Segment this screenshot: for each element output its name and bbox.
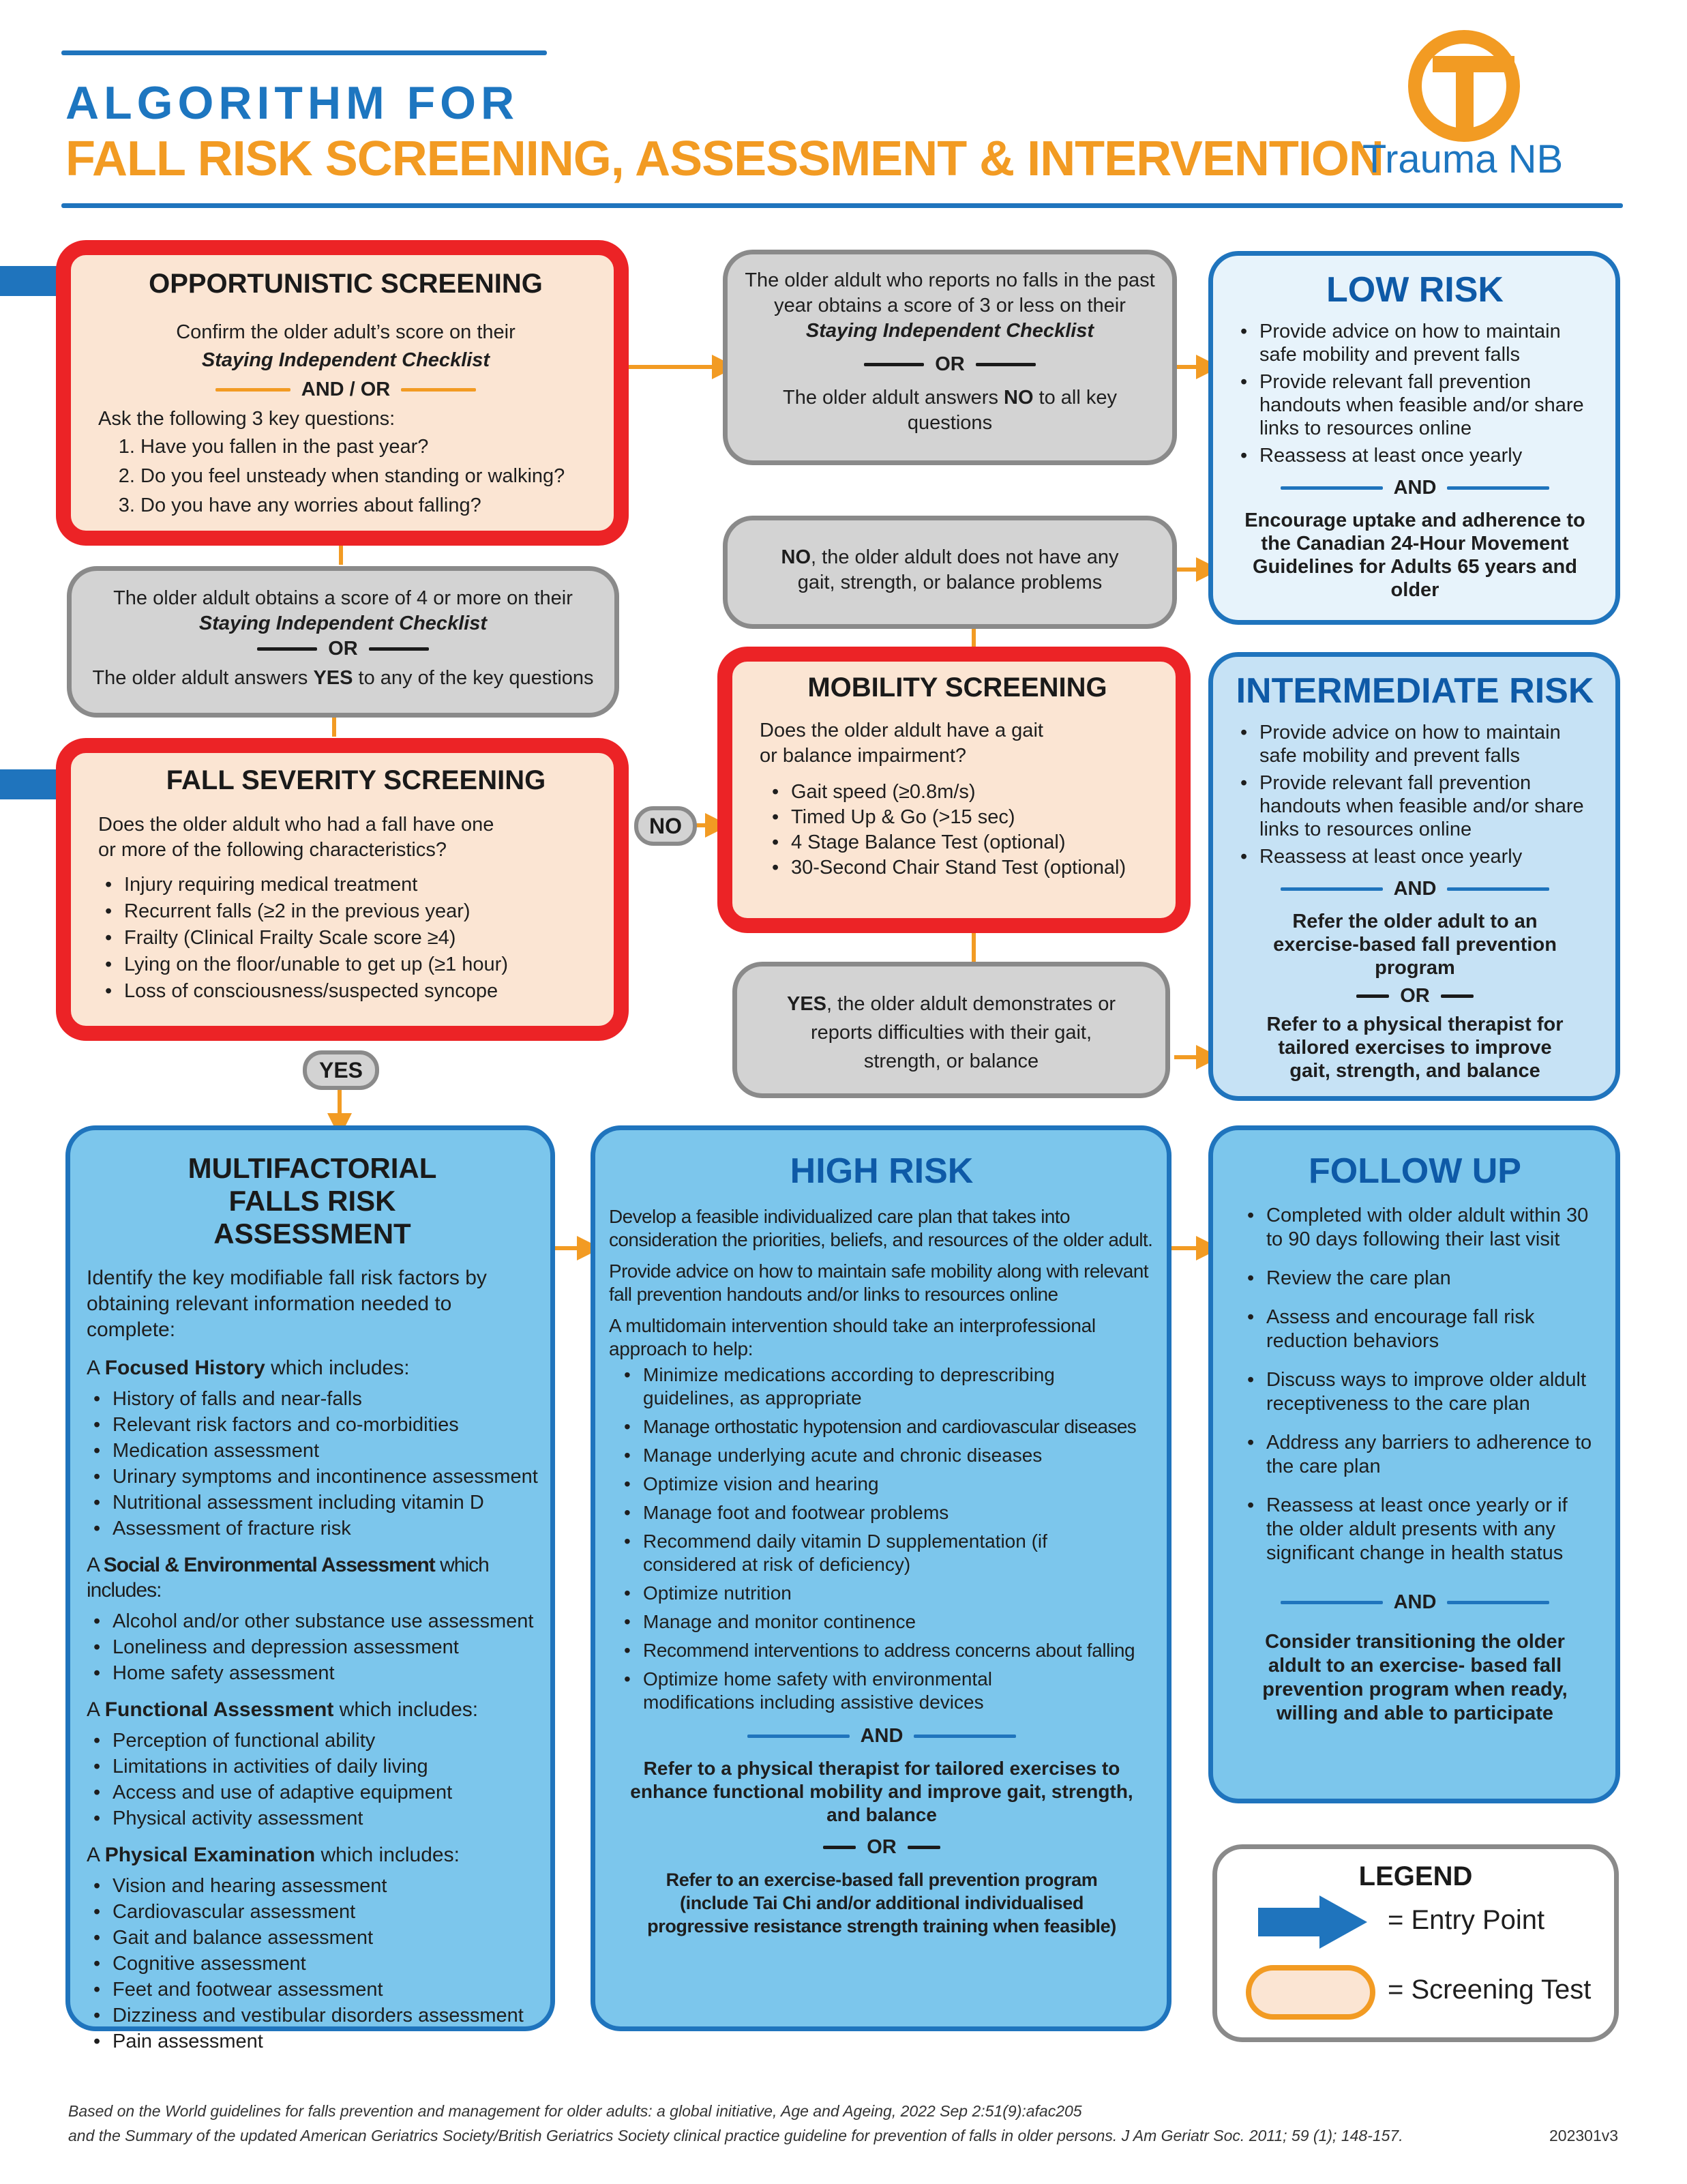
assessment-item: • Alcohol and/or other substance use assessment (87, 1608, 538, 1634)
follow-up-item: • Reassess at least once yearly or if the older aldult presents with any significant change in health status (1240, 1494, 1599, 1565)
severity-title: FALL SEVERITY SCREENING (166, 765, 546, 795)
high-risk-title: HIGH RISK (790, 1151, 974, 1191)
assessment-item: • Pain assessment (87, 2028, 538, 2054)
high-risk-or-separator (609, 1835, 1154, 1860)
focused-history-list (87, 1386, 538, 1541)
no-pill: NO (634, 806, 697, 846)
low-risk-item: • Reassess at least once yearly (1234, 444, 1596, 467)
nofalls-or: OR (935, 353, 965, 375)
opportunistic-confirm: Confirm the older adult’s score on their (176, 321, 516, 343)
intermediate-or: OR (1400, 985, 1430, 1007)
section-pre: A (87, 1844, 105, 1866)
high-risk-or: OR (867, 1836, 897, 1858)
intermediate-risk-item: • Reassess at least once yearly (1234, 845, 1596, 868)
social-environmental-heading (87, 1552, 538, 1603)
opportunistic-checklist: Staying Independent Checklist (201, 349, 490, 371)
title-line-2: FALL RISK SCREENING, ASSESSMENT & INTERVENTION (65, 132, 1384, 186)
footer-version: 202301v3 (1549, 2127, 1619, 2144)
follow-up-item: • Assess and encourage fall risk reduction behaviors (1240, 1305, 1553, 1353)
logo-text: Trauma NB (1362, 137, 1564, 181)
severity-intro: Does the older aldult who had a fall have one or more of the following characteristics? (98, 814, 494, 861)
mobility-test: • Timed Up & Go (>15 sec) (765, 805, 1155, 830)
low-risk-title: LOW RISK (1326, 270, 1504, 310)
assessment-item: • Medication assessment (87, 1438, 538, 1464)
high-risk-care-plan: Develop a feasible individualized care plan that takes into consideration the priorities, beliefs, and resources of the older adult. (609, 1206, 1153, 1250)
mobility-intro: Does the older aldult have a gait or balance impairment? (760, 720, 1043, 767)
yes-difficulties-box (732, 962, 1170, 1098)
score4-or: OR (328, 638, 358, 660)
section-post: which includes: (315, 1844, 460, 1866)
separator-line (864, 363, 924, 366)
opportunistic-andor-separator (98, 377, 593, 402)
separator-line (747, 1735, 850, 1738)
section-title: Social & Environmental Assessment (103, 1554, 435, 1576)
follow-up-and-separator (1231, 1590, 1599, 1615)
intermediate-risk-box (1208, 652, 1620, 1101)
intervention-item: • Optimize home safety with environmental modifications including assistive devices (617, 1668, 1052, 1714)
intermediate-refer-therapist: Refer to a physical therapist for tailored exercises to improve gait, strength, and balance (1266, 1014, 1564, 1082)
separator-line (908, 1846, 940, 1849)
intervention-item: • Minimize medications according to deprescribing guidelines, as appropriate (617, 1363, 1093, 1410)
nofalls-line3-pre: The older aldult answers (783, 387, 1004, 409)
yesdiff-body: , the older aldult demonstrates or reports difficulties with their gait, strength, or balance (810, 993, 1116, 1072)
mobility-test: • 4 Stage Balance Test (optional) (765, 830, 1155, 855)
assessment-item: • Gait and balance assessment (87, 1925, 538, 1951)
separator-line (1356, 994, 1389, 998)
intervention-item: • Manage foot and footwear problems (617, 1501, 1154, 1524)
title-line-1: ALGORITHM FOR (65, 77, 520, 129)
nofalls-no: NO (1004, 387, 1034, 409)
low-risk-and: AND (1393, 477, 1437, 499)
social-environmental-list (87, 1608, 538, 1686)
high-risk-refer-therapist: Refer to a physical therapist for tailored exercises to enhance functional mobility and improve gait, strength, and balance (630, 1758, 1133, 1825)
section-pre: A (87, 1698, 105, 1721)
separator-line (976, 363, 1036, 366)
severity-characteristics-list (98, 872, 593, 1004)
multifactorial-assessment-box (65, 1125, 555, 2052)
intermediate-and: AND (1393, 878, 1437, 900)
assessment-item: • Physical activity assessment (87, 1805, 538, 1831)
separator-line (823, 1846, 856, 1849)
separator-line (1281, 486, 1383, 490)
separator-line (914, 1735, 1016, 1738)
score4-yes: YES (313, 667, 353, 689)
nofalls-checklist: Staying Independent Checklist (805, 320, 1094, 342)
nofalls-line1 (740, 268, 1160, 344)
key-question: 1. Have you fallen in the past year? (140, 434, 593, 460)
yes-pill: YES (303, 1050, 379, 1090)
score4-line3-pre: The older aldult answers (92, 667, 314, 689)
high-risk-and-separator (609, 1724, 1154, 1749)
functional-assessment-list (87, 1728, 538, 1831)
assessment-item: • Assessment of fracture risk (87, 1516, 538, 1541)
intervention-item: • Optimize vision and hearing (617, 1473, 1154, 1496)
intervention-item: • Optimize nutrition (617, 1582, 1154, 1605)
physical-examination-heading (87, 1842, 538, 1868)
low-risk-and-separator (1234, 475, 1596, 501)
intervention-item: • Recommend daily vitamin D supplementation (if considered at risk of deficiency) (617, 1530, 1079, 1576)
follow-up-and: AND (1393, 1591, 1437, 1613)
mobility-title: MOBILITY SCREENING (807, 673, 1107, 703)
intermediate-risk-list (1234, 721, 1596, 868)
high-risk-refer-program: Refer to an exercise-based fall prevention program (include Tai Chi and/or additional individualised progressive resistance strength training when feasible) (647, 1870, 1116, 1936)
multifactorial-title: MULTIFACTORIAL FALLS RISK ASSESSMENT (188, 1152, 437, 1250)
separator-line (401, 388, 476, 392)
assessment-item: • Loneliness and depression assessment (87, 1634, 538, 1660)
section-post: which includes: (265, 1357, 410, 1379)
intervention-item: • Manage and monitor continence (617, 1610, 1154, 1634)
score4-checklist: Staying Independent Checklist (198, 613, 488, 634)
follow-up-box (1208, 1125, 1620, 1803)
separator-line (369, 647, 429, 651)
section-title: Functional Assessment (104, 1698, 334, 1721)
legend-title: LEGEND (1358, 1861, 1473, 1891)
separator-line (1447, 887, 1549, 891)
opportunistic-title: OPPORTUNISTIC SCREENING (149, 269, 543, 299)
intervention-item: • Manage orthostatic hypotension and cardiovascular diseases (617, 1415, 1154, 1438)
intermediate-risk-title: INTERMEDIATE RISK (1236, 671, 1594, 711)
noproblems-text (768, 545, 1131, 595)
low-risk-item: • Provide advice on how to maintain safe mobility and prevent falls (1234, 320, 1596, 366)
legend-screening-label: = Screening Test (1388, 1975, 1592, 2005)
assessment-item: • Home safety assessment (87, 1660, 538, 1686)
section-post: which includes: (87, 1554, 489, 1602)
separator-line (1281, 1601, 1383, 1604)
score4-line1: The older aldult obtains a score of 4 or more on their (113, 587, 573, 609)
low-risk-closing: Encourage uptake and adherence to the Canadian 24-Hour Movement Guidelines for Adults 65 years and older (1244, 510, 1585, 601)
nofalls-line3 (740, 385, 1160, 436)
low-risk-list (1234, 320, 1596, 467)
severity-item: • Loss of consciousness/suspected syncope (98, 979, 593, 1004)
noproblems-no: NO (781, 546, 811, 568)
assessment-item: • Vision and hearing assessment (87, 1873, 538, 1899)
key-question: 3. Do you have any worries about falling? (140, 493, 593, 518)
high-risk-and: AND (860, 1725, 904, 1747)
section-title: Focused History (104, 1357, 265, 1379)
high-risk-advice: Provide advice on how to maintain safe mobility along with relevant fall prevention handouts and/or links to resources online (609, 1260, 1148, 1305)
severity-item: • Lying on the floor/unable to get up (≥1 hour) (98, 952, 593, 977)
low-risk-item: • Provide relevant fall prevention handouts when feasible and/or share links to resources online (1234, 370, 1596, 440)
focused-history-heading (87, 1355, 538, 1381)
physical-examination-list (87, 1873, 538, 2054)
functional-assessment-heading (87, 1697, 538, 1722)
assessment-item: • Relevant risk factors and co-morbidities (87, 1412, 538, 1438)
separator-line (215, 388, 290, 392)
severity-item: • Recurrent falls (≥2 in the previous year) (98, 899, 593, 924)
key-questions-list (98, 434, 593, 518)
yesdiff-text (771, 990, 1131, 1076)
score4-line3 (78, 666, 608, 691)
mobility-test: • 30-Second Chair Stand Test (optional) (765, 855, 1155, 881)
section-pre: A (87, 1554, 104, 1576)
section-title: Physical Examination (104, 1844, 316, 1866)
noproblems-body: , the older aldult does not have any gait, strength, or balance problems (797, 546, 1119, 593)
assessment-item: • Limitations in activities of daily living (87, 1754, 538, 1780)
intermediate-refer-program: Refer the older adult to an exercise-based fall prevention program (1273, 911, 1557, 979)
assessment-item: • Cardiovascular assessment (87, 1899, 538, 1925)
high-risk-interventions-list (609, 1363, 1154, 1714)
assessment-item: • Perception of functional ability (87, 1728, 538, 1754)
severity-item: • Injury requiring medical treatment (98, 872, 593, 898)
legend-box (1212, 1844, 1619, 2042)
low-risk-box (1208, 251, 1620, 625)
multifactorial-intro: Identify the key modifiable fall risk factors by obtaining relevant information needed to complete: (87, 1267, 487, 1341)
legend-entry-label: = Entry Point (1388, 1905, 1545, 1935)
follow-up-item: • Address any barriers to adherence to the care plan (1240, 1431, 1599, 1479)
follow-up-item: • Review the care plan (1240, 1267, 1599, 1290)
intervention-item: • Manage underlying acute and chronic diseases (617, 1444, 1154, 1467)
section-pre: A (87, 1357, 105, 1379)
mobility-screening-box (717, 647, 1191, 933)
section-post: which includes: (333, 1698, 479, 1721)
yesdiff-yes: YES (787, 993, 827, 1015)
separator-line (257, 647, 317, 651)
intermediate-or-separator (1234, 984, 1596, 1009)
separator-line (1281, 887, 1383, 891)
follow-up-item: • Discuss ways to improve older aldult receptiveness to the care plan (1240, 1368, 1599, 1416)
fall-severity-screening-box (56, 738, 629, 1041)
intermediate-risk-item: • Provide advice on how to maintain safe mobility and prevent falls (1234, 721, 1596, 767)
score-four-or-more-box (67, 566, 619, 718)
opportunistic-ask: Ask the following 3 key questions: (98, 408, 395, 430)
nofalls-line3-post: to all key questions (907, 387, 1117, 434)
opportunistic-andor: AND / OR (301, 379, 391, 400)
assessment-item: • Dizziness and vestibular disorders assessment (87, 2003, 538, 2028)
severity-item: • Frailty (Clinical Frailty Scale score ≥4) (98, 926, 593, 951)
key-question: 2. Do you feel unsteady when standing or walking? (140, 464, 593, 489)
assessment-item: • Access and use of adaptive equipment (87, 1780, 538, 1805)
separator-line (1441, 994, 1474, 998)
legend-screening-swatch (1246, 1965, 1375, 2020)
assessment-item: • Urinary symptoms and incontinence assessment (87, 1464, 538, 1490)
high-risk-multidomain: A multidomain intervention should take an interprofessional approach to help: (609, 1315, 1096, 1359)
follow-up-list (1231, 1204, 1599, 1565)
separator-line (1447, 486, 1549, 490)
assessment-item: • History of falls and near-falls (87, 1386, 538, 1412)
legend-entry-arrow-icon (1251, 1891, 1374, 1953)
intervention-item: • Recommend interventions to address concerns about falling (617, 1639, 1154, 1662)
mobility-tests-list (760, 780, 1155, 881)
assessment-item: • Nutritional assessment including vitamin D (87, 1490, 538, 1516)
score4-line3-post: to any of the key questions (353, 667, 594, 689)
high-risk-box (591, 1125, 1171, 2031)
footer-citation-2: and the Summary of the updated American Geriatrics Society/British Geriatrics Society clinical practice guideline for prevention of falls in older persons. J Am Geriatr Soc. 2011; 59 (1); 148-157. (68, 2127, 1403, 2144)
nofalls-text: The older aldult who reports no falls in the past year obtains a score of 3 or less on their (745, 269, 1155, 316)
follow-up-title: FOLLOW UP (1309, 1151, 1521, 1191)
follow-up-item: • Completed with older aldult within 30 to 90 days following their last visit (1240, 1204, 1599, 1252)
footer-citation-1: Based on the World guidelines for falls prevention and management for older adults: a global initiative, Age and Ageing, 2022 Sep 2:51(9):afac205 (68, 2102, 1082, 2120)
nofalls-or-separator (740, 352, 1160, 377)
assessment-item: • Cognitive assessment (87, 1951, 538, 1977)
mobility-test: • Gait speed (≥0.8m/s) (765, 780, 1155, 805)
intermediate-and-separator (1234, 876, 1596, 902)
follow-up-closing: Consider transitioning the older aldult to an exercise- based fall prevention program when ready, willing and able to participate (1262, 1631, 1568, 1724)
separator-line (1447, 1601, 1549, 1604)
opportunistic-screening-box (56, 240, 629, 546)
no-falls-box (723, 250, 1177, 465)
intermediate-risk-item: • Provide relevant fall prevention handouts when feasible and/or share links to resources online (1234, 771, 1596, 841)
assessment-item: • Feet and footwear assessment (87, 1977, 538, 2003)
no-gait-problems-box (723, 516, 1177, 629)
score4-or-separator (78, 636, 608, 662)
